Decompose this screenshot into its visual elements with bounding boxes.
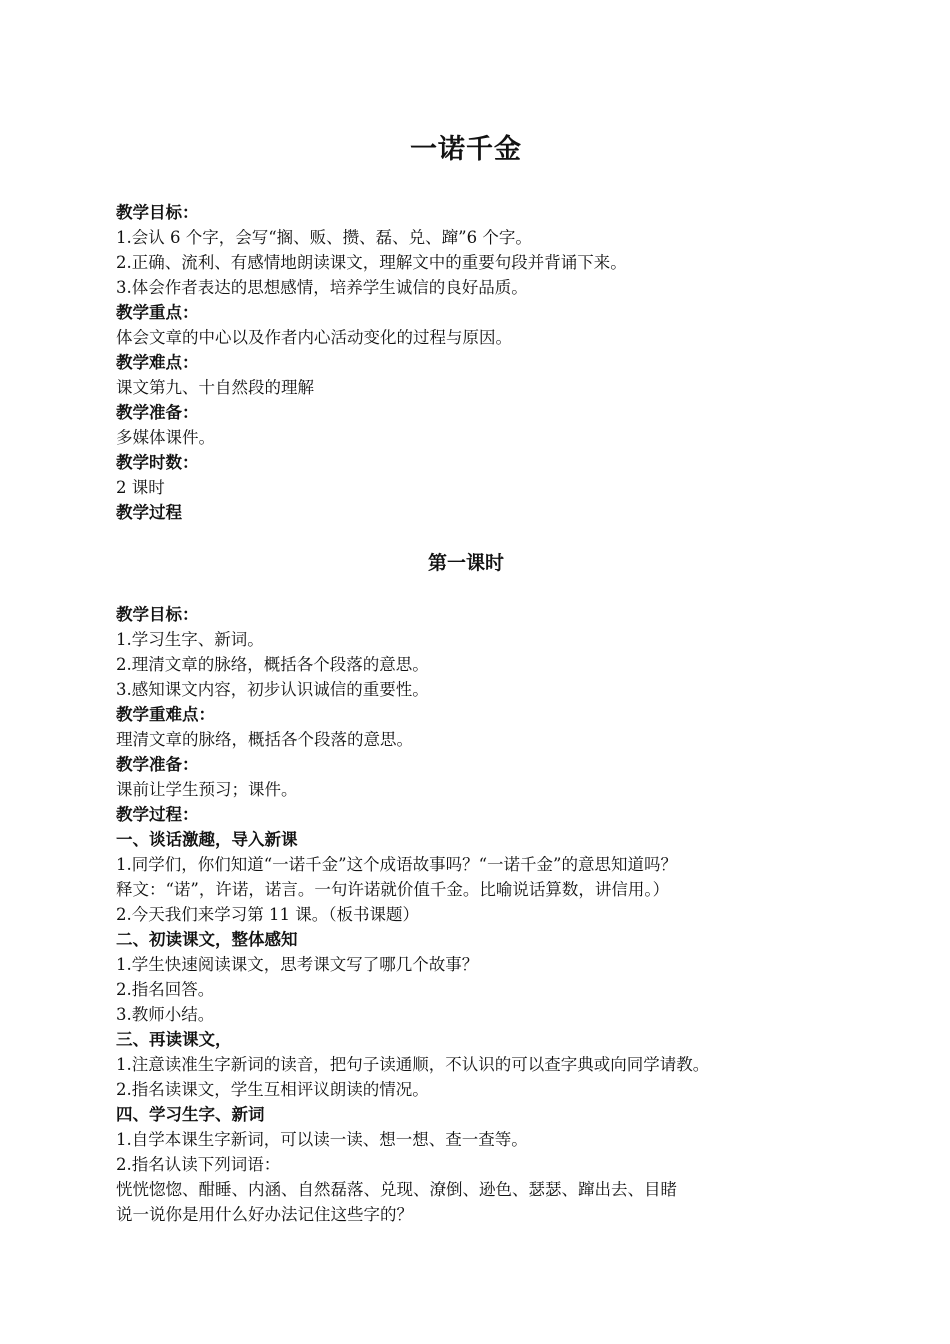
paragraph-line: 多媒体课件。 xyxy=(116,428,215,447)
paragraph-line: 1.会认 6 个字，会写“搁、贩、攒、磊、兑、蹿”6 个字。 xyxy=(116,228,532,247)
document-body xyxy=(116,130,816,1227)
paragraph-line: 释文：“诺”，许诺，诺言。一句许诺就价值千金。比喻说话算数，讲信用。） xyxy=(116,880,670,899)
paragraph-line: 2.正确、流利、有感情地朗读课文，理解文中的重要句段并背诵下来。 xyxy=(116,253,627,272)
section-heading: 教学过程： xyxy=(116,805,199,824)
paragraph-line: 3.教师小结。 xyxy=(116,1005,215,1024)
section-heading: 教学重难点： xyxy=(116,705,215,724)
paragraph-line: 体会文章的中心以及作者内心活动变化的过程与原因。 xyxy=(116,328,512,347)
section-heading: 教学重点： xyxy=(116,303,199,322)
section-heading: 三、再读课文， xyxy=(116,1030,232,1049)
paragraph-line: 1.自学本课生字新词，可以读一读、想一想、查一查等。 xyxy=(116,1130,528,1149)
paragraph-line: 1.同学们，你们知道“一诺千金”这个成语故事吗？“一诺千金”的意思知道吗？ xyxy=(116,855,677,874)
paragraph-line: 2.今天我们来学习第 11 课。（板书课题） xyxy=(116,905,419,924)
section-heading: 教学准备： xyxy=(116,403,199,422)
paragraph-line: 2.理清文章的脉络，概括各个段落的意思。 xyxy=(116,655,429,674)
section-heading: 四、学习生字、新词 xyxy=(116,1105,265,1124)
section-heading: 教学过程 xyxy=(116,503,182,522)
section-heading: 教学目标： xyxy=(116,203,199,222)
section-heading: 教学目标： xyxy=(116,605,199,624)
section-heading: 教学时数： xyxy=(116,453,199,472)
paragraph-line: 3.感知课文内容，初步认识诚信的重要性。 xyxy=(116,680,429,699)
paragraph-line: 3.体会作者表达的思想感情，培养学生诚信的良好品质。 xyxy=(116,278,528,297)
paragraph-line: 说一说你是用什么好办法记住这些字的？ xyxy=(116,1205,413,1224)
section-heading: 一、谈话激趣，导入新课 xyxy=(116,830,298,849)
paragraph-line: 2.指名认读下列词语： xyxy=(116,1155,281,1174)
paragraph-line: 2.指名读课文，学生互相评议朗读的情况。 xyxy=(116,1080,429,1099)
paragraph-line: 课文第九、十自然段的理解 xyxy=(116,378,314,397)
section-heading: 教学准备： xyxy=(116,755,199,774)
paragraph-line: 课前让学生预习；课件。 xyxy=(116,780,298,799)
lesson-one-section xyxy=(116,602,816,1227)
paragraph-line: 2 课时 xyxy=(116,478,165,497)
paragraph-line: 1.注意读准生字新词的读音，把句子读通顺，不认识的可以查字典或向同学请教。 xyxy=(116,1055,710,1074)
section-heading: 教学难点： xyxy=(116,353,199,372)
section-title: 第一课时 xyxy=(427,552,504,574)
intro-section xyxy=(116,200,816,525)
paragraph-line: 1.学习生字、新词。 xyxy=(116,630,264,649)
paragraph-line: 1.学生快速阅读课文，思考课文写了哪几个故事？ xyxy=(116,955,479,974)
paragraph-line: 恍恍惚惚、酣睡、内涵、自然磊落、兑现、潦倒、逊色、瑟瑟、蹿出去、目睹 xyxy=(116,1180,677,1199)
section-heading: 二、初读课文，整体感知 xyxy=(116,930,298,949)
document-title: 一诺千金 xyxy=(410,134,522,165)
paragraph-line: 理清文章的脉络，概括各个段落的意思。 xyxy=(116,730,413,749)
paragraph-line: 2.指名回答。 xyxy=(116,980,215,999)
